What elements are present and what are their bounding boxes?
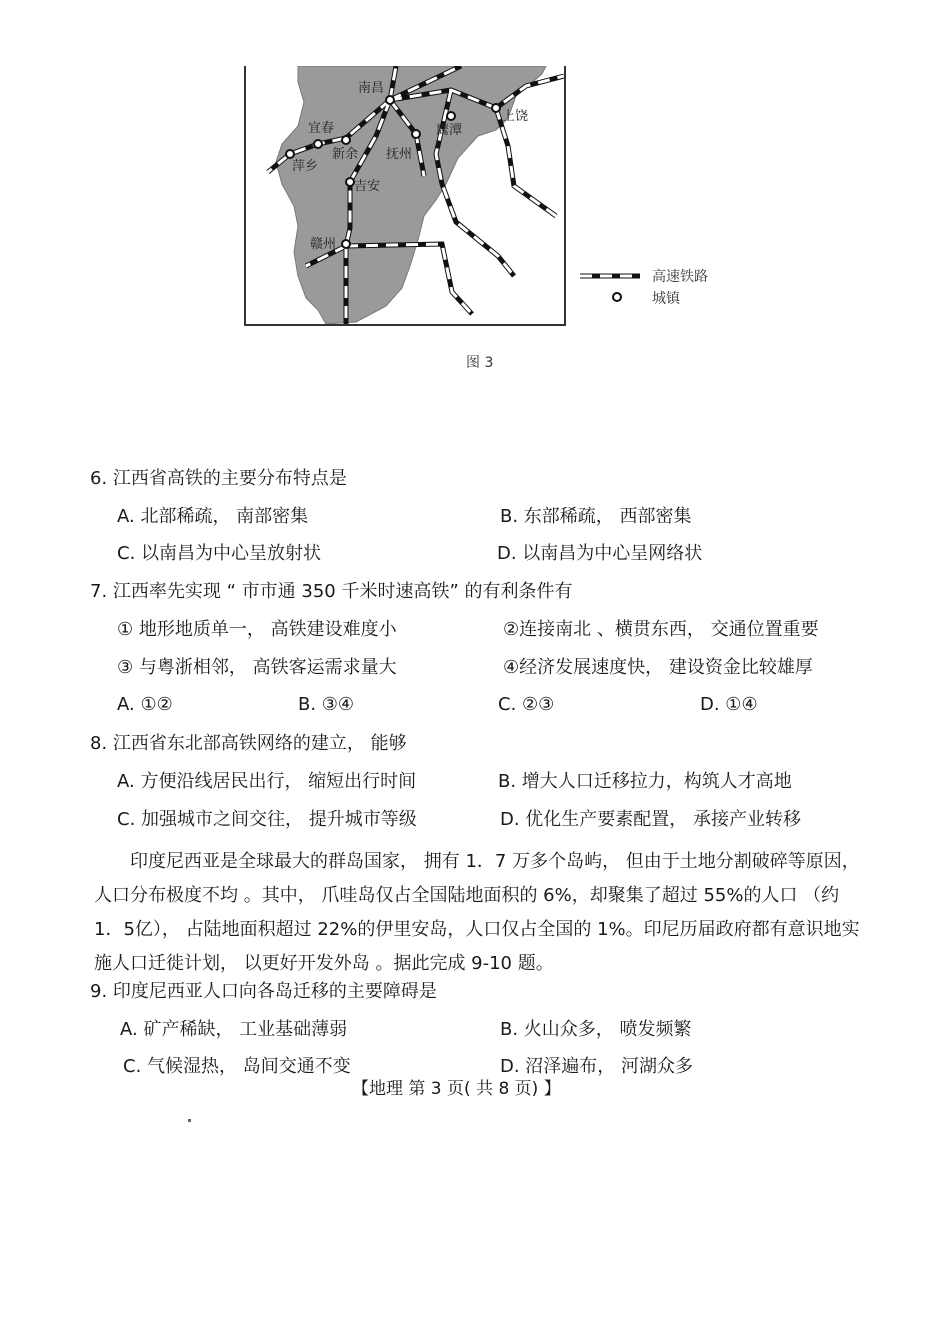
q9-stem: 9. 印度尼西亚人口向各岛迁移的主要障碍是: [90, 981, 437, 1002]
town-legend-icon: [610, 290, 624, 304]
map-figure: [244, 66, 566, 326]
q8-option-a: A. 方便沿线居民出行， 缩短出行时间: [117, 771, 417, 792]
q7-option-a: A. ①②: [117, 694, 173, 715]
q7-stem: 7. 江西率先实现 “ 市市通 350 千米时速高铁” 的有利条件有: [90, 581, 573, 602]
q9-option-a: A. 矿产稀缺， 工业基础薄弱: [120, 1019, 348, 1040]
province-shape: [276, 66, 546, 324]
figure-caption: 图 3: [466, 355, 494, 371]
q7-statement-1: ① 地形地质单一， 高铁建设难度小: [117, 619, 397, 640]
railway-legend-icon: [580, 270, 644, 282]
q8-stem: 8. 江西省东北部高铁网络的建立， 能够: [90, 733, 407, 754]
q6-option-b: B. 东部稀疏， 西部密集: [500, 506, 692, 527]
q6-option-c: C. 以南昌为中心呈放射状: [117, 543, 322, 564]
q7-option-b: B. ③④: [298, 694, 355, 715]
q8-option-c: C. 加强城市之间交往， 提升城市等级: [117, 809, 417, 830]
town-jian-marker: [346, 178, 354, 186]
q6-stem: 6. 江西省高铁的主要分布特点是: [90, 468, 347, 489]
q8-option-d: D. 优化生产要素配置， 承接产业转移: [500, 809, 802, 830]
jiangxi-railway-map: [246, 66, 566, 326]
legend-railway-label: 高速铁路: [652, 269, 708, 285]
q9-option-b: B. 火山众多， 喷发频繁: [500, 1019, 692, 1040]
town-shangrao-marker: [492, 104, 500, 112]
q7-statement-4: ④经济发展速度快， 建设资金比较雄厚: [503, 657, 813, 678]
label-fuzhou: 抚州: [386, 147, 413, 162]
q9-option-d: D. 沼泽遍布， 河湖众多: [500, 1056, 694, 1077]
q8-option-b: B. 增大人口迁移拉力，构筑人才高地: [498, 771, 792, 792]
town-yingtan-marker: [447, 112, 455, 120]
label-yingtan: 鹰潭: [436, 123, 463, 138]
town-yichun-marker: [314, 140, 322, 148]
q7-statement-2: ②连接南北 、横贯东西， 交通位置重要: [503, 619, 819, 640]
page-footer: 【地理 第 3 页( 共 8 页) 】: [352, 1079, 561, 1099]
label-shangrao: 上饶: [502, 109, 529, 124]
label-nanchang: 南昌: [358, 81, 385, 96]
label-xinyu: 新余: [332, 147, 359, 162]
reading-passage: 印度尼西亚是全球最大的群岛国家， 拥有 1．7 万多个岛屿， 但由于土地分割破碎等原因，人口分布极度不均 。其中， 爪哇岛仅占全国陆地面积的 6%，却聚集了超过 55%的人口 （约 1．5亿）， 占陆地面积超过 22%的伊里安岛，人口仅占全国的 1%。印尼历届政府都有意识地实施人口迁徙计划， 以更好开发外岛 。据此完成 9-10 题。: [94, 851, 860, 974]
town-ganzhou-marker: [342, 240, 350, 248]
label-ganzhou: 赣州: [310, 237, 337, 252]
town-pingxiang-marker: [286, 150, 294, 158]
q7-option-d: D. ①④: [700, 694, 758, 715]
q7-option-c: C. ②③: [498, 694, 555, 715]
q6-option-d: D. 以南昌为中心呈网络状: [497, 543, 703, 564]
label-yichun: 宜春: [308, 121, 335, 136]
town-xinyu-marker: [342, 136, 350, 144]
town-nanchang-marker: [386, 96, 394, 104]
legend-town-label: 城镇: [652, 291, 680, 307]
q7-statement-3: ③ 与粤浙相邻， 高铁客运需求量大: [117, 657, 397, 678]
q6-option-a: A. 北部稀疏， 南部密集: [117, 506, 309, 527]
scan-dot: [188, 1119, 191, 1122]
town-fuzhou-marker: [412, 130, 420, 138]
label-jian: 吉安: [354, 179, 381, 194]
q9-option-c: C. 气候湿热， 岛间交通不变: [123, 1056, 351, 1077]
label-pingxiang: 萍乡: [292, 159, 319, 174]
